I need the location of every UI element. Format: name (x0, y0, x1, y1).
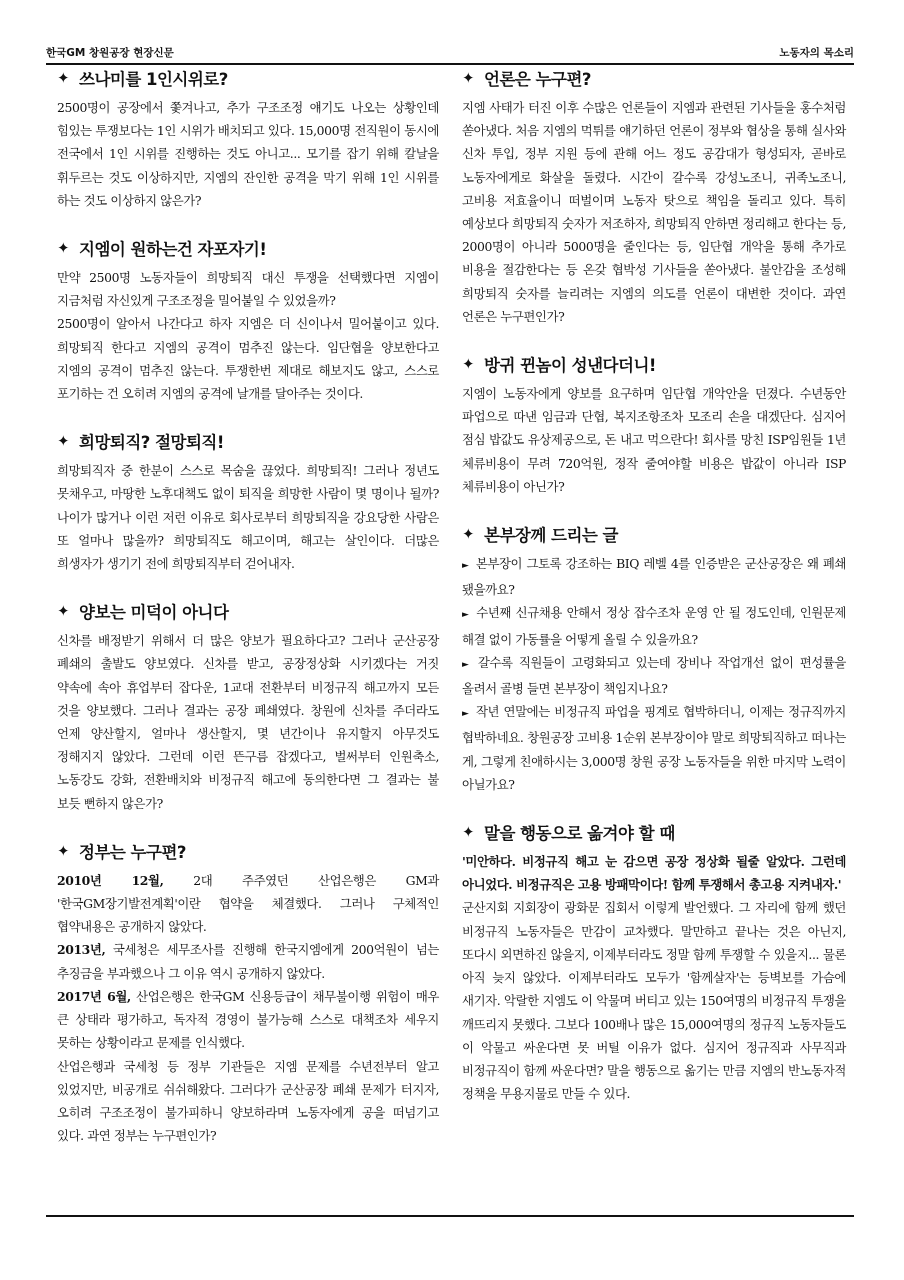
article-paragraph: 지엠 사태가 터진 이후 수많은 언론들이 지엠과 관련된 기사들을 홍수처럼 쏟아냈다. 처음 지엠의 먹튀를 얘기하던 언론이 정부와 협상을 통해 실사와 신차 투입, 정부 지원 등에 관해 어느 정도 공감대가 형성되자, 곧바로 노동자에게로 화살을 돌렸다. 시간이 갈수록 강성노조니, 귀족노조니, 고비용 저효율이니 떠벌이며 노동자 탓으로 책임을 돌리고 있다. 특히 예상보다 희망퇴직 숫자가 저조하자, 희망퇴직 안하면 정리해고 한다는 등, 2000명이 아니라 5000명을 줄인다는 등, 임단협 개악을 통해 추가로 비용을 절감한다는 등 온갖 협박성 기사들을 쏟아냈다. 불안감을 조성해 희망퇴직 숫자를 늘리려는 지엠의 의도를 언론이 대변한 것이다. 과연 언론은 누구편인가? (462, 100, 846, 324)
article-fart (462, 352, 846, 498)
star-icon: ✦ (57, 239, 70, 258)
article-concession (57, 599, 439, 815)
article-title: ✦ 본부장께 드리는 글 (462, 525, 619, 546)
star-icon: ✦ (462, 355, 475, 374)
article-title: ✦ 양보는 미덕이 아니다 (57, 602, 229, 623)
star-icon: ✦ (462, 525, 475, 544)
star-icon: ✦ (462, 823, 475, 842)
star-icon: ✦ (462, 69, 475, 87)
star-icon: ✦ (57, 602, 70, 621)
article-paragraph: 만약 2500명 노동자들이 희망퇴직 대신 투쟁을 선택했다면 지엠이 지금처럼 자신있게 구조조정을 밀어붙일 수 있었을까? (57, 270, 439, 309)
star-icon: ✦ (57, 432, 70, 451)
article-title: ✦ 언론은 누구편? (462, 69, 591, 89)
newspaper-name: 한국GM 창원공장 현장신문 (46, 47, 174, 59)
article-paragraph: 2013년, 국세청은 세무조사를 진행해 한국지엠에게 200억원이 넘는 추징금을 부과했으나 그 이유 역시 공개하지 않았다. (57, 942, 439, 981)
article-paragraph: 산업은행과 국세청 등 정부 기관들은 지엠 문제를 수년전부터 알고 있었지만, 비공개로 쉬쉬해왔다. 그러다가 군산공장 폐쇄 문제가 터지자, 오히려 구조조정이 불가피하니 양보하라며 노동자에게 공을 떠넘기고 있다. 과연 정부는 누구편인가? (57, 1058, 439, 1144)
article-letter (462, 522, 846, 796)
article-paragraph: 2500명이 공장에서 쫓겨나고, 추가 구조조정 얘기도 나오는 상황인데 힘있는 투쟁보다는 1인 시위가 배치되고 있다. 15,000명 전직원이 동시에 전국에서 1인 시위를 진행하는 것도 아니고... 모기를 잡기 위해 칼날을 휘두르는 것도 이상하지만, 지엠의 잔인한 공격을 막기 위해 1인 시위를 하는 것도 이상하지 않은가? (57, 100, 439, 208)
date-label: 2010년 12월, (57, 872, 164, 888)
article-paragraph: 희망퇴직자 중 한분이 스스로 목숨을 끊었다. 희망퇴직! 그러나 정년도 못채우고, 마땅한 노후대책도 없이 퇴직을 희망한 사람이 몇 명이나 될까? 나이가 많거나 이런 저런 이유로 회사로부터 희망퇴직을 강요당한 사람은 또 얼마나 많을까? 희망퇴직도 해고이며, 해고는 살인이다. 더많은 희생자가 생기기 전에 희망퇴직부터 걷어내자. (57, 463, 439, 572)
bullet-paragraph: ► 작년 연말에는 비정규직 파업을 핑계로 협박하더니, 이제는 정규직까지 협박하네요. 창원공장 고비용 1순위 본부장이야 말로 희망퇴직하고 떠나는 게, 그렇게 친애하시는 3,000명 창원 공장 노동자들을 위한 마지막 노력이 아닐가요? (462, 704, 846, 792)
section-name: 노동자의 목소리 (779, 47, 854, 59)
bullet-paragraph: ► 갈수록 직원들이 고령화되고 있는데 장비나 작업개선 없이 편성률을 올려서 골병 들면 본부장이 책임지나요? (462, 654, 846, 697)
article-title: ✦ 희망퇴직? 절망퇴직! (57, 432, 224, 453)
article-media (462, 66, 846, 328)
page-header (46, 40, 854, 65)
arrow-icon: ► (462, 561, 469, 572)
article-paragraph: 신차를 배정받기 위해서 더 많은 양보가 필요하다고? 그러나 군산공장 폐쇄의 출발도 양보였다. 신차를 받고, 공장정상화 시키겠다는 거짓 약속에 속아 휴업부터 잡다운, 1교대 전환부터 비정규직 해고까지 모든 것을 양보했다. 그러나 결과는 공장 폐쇄였다. 창원에 신차를 주더라도 언제 양산할지, 얼마나 생산할지, 몇 년간이나 유지할지 아무것도 정해지지 않았다. 그런데 이런 뜬구름 잡겠다고, 벌써부터 인원축소, 노동강도 강화, 전환배치와 비정규직 해고에 동의한다면 그 결과는 불 보듯 뻔하지 않은가? (57, 633, 439, 811)
article-paragraph: 2010년 12월, 2대 주주였던 산업은행은 GM과 '한국GM장기발전계획'이란 협약을 체결했다. 그러나 구체적인 협약내용은 공개하지 않았다. (57, 872, 439, 935)
article-title: ✦ 쓰나미를 1인시위로? (57, 69, 228, 89)
arrow-icon: ► (462, 610, 469, 621)
quote-text: '미안하다. 비정규직 해고 눈 감으면 공장 정상화 될줄 알았다. 그런데 아니었다. 비정규직은 고용 방패막이다! 함께 투쟁해서 총고용 지켜내자.' (462, 854, 846, 893)
article-title: ✦ 지엠이 원하는건 자포자기! (57, 239, 267, 260)
article-tsunami (57, 66, 439, 212)
right-column (462, 66, 846, 1129)
article-title: ✦ 말을 행동으로 옮겨야 할 때 (462, 823, 675, 844)
article-paragraph: 군산지회 지회장이 광화문 집회서 이렇게 발언했다. 그 자리에 함께 했던 비정규직 노동자들은 만감이 교차했다. 말만하고 끝나는 것은 아닌지, 또다시 외면하진 않을지, 이제부터라도 정말 함께 투쟁할 수 있을지... 물론 아직 늦지 않았다. 이제부터라도 모두가 '함께살자'는 등벽보를 가슴에 새기자. 악랄한 지엠도 이 악물며 버티고 있는 150여명의 비정규직 투쟁을 깨뜨리지 못했다. 그보다 100배나 많은 15,000여명의 정규직 노동자들도 이 악물고 싸운다면 못 버틸 이유가 없다. 심지어 정규직과 사무직과 비정규직이 함께 싸운다면? 말을 행동으로 옮기는 만큼 지엠의 반노동자적 정책을 무용지물로 만들 수 있다. (462, 900, 846, 1102)
article-paragraph: 지엠이 노동자에게 양보를 요구하며 임단협 개악안을 던졌다. 수년동안 파업으로 따낸 임금과 단협, 복지조항조차 모조리 손을 대겠단다. 심지어 점심 밥값도 유상제공으로, 돈 내고 먹으란다! 회사를 망친 ISP임원들 1년 체류비용이 무려 720억원, 정작 줄여야할 비용은 밥값이 아니라 ISP 체류비용이 아닌가? (462, 386, 846, 494)
bullet-paragraph: ► 본부장이 그토록 강조하는 BIQ 레벨 4를 인증받은 군산공장은 왜 폐쇄 됐을까요? (462, 556, 846, 598)
bullet-paragraph: ► 수년째 신규채용 안해서 정상 잡수조차 운영 안 될 정도인데, 인원문제 해결 없이 가동률을 어떻게 올릴 수 있을까요? (462, 605, 846, 647)
date-label: 2013년, (57, 942, 106, 958)
article-hope-retirement (57, 429, 439, 575)
arrow-icon: ► (462, 659, 469, 670)
arrow-icon: ► (462, 709, 469, 720)
star-icon: ✦ (57, 69, 70, 87)
article-title: ✦ 방귀 뀐놈이 성낸다더니! (462, 355, 656, 376)
footer-rule (46, 1215, 854, 1217)
article-despair (57, 236, 439, 405)
article-action (462, 820, 846, 1105)
article-government (57, 839, 439, 1147)
star-icon: ✦ (57, 841, 70, 860)
date-label: 2017년 6월, (57, 988, 131, 1004)
article-title: ✦ 정부는 누구편? (57, 841, 186, 862)
article-paragraph: 2017년 6월, 산업은행은 한국GM 신용등급이 채무불이행 위험이 매우 큰 상태라 평가하고, 독자적 경영이 불가능해 스스로 대책조차 세우지 못하는 상황이라고 문제를 인식했다. (57, 988, 439, 1051)
left-column (57, 66, 439, 1171)
article-paragraph: 2500명이 알아서 나간다고 하자 지엠은 더 신이나서 밀어붙이고 있다. 희망퇴직 한다고 지엠의 공격이 멈추진 않는다. 임단협을 양보한다고 지엠의 공격이 멈추진 않는다. 투쟁한번 제대로 해보지도 않고, 스스로 포기하는 건 오히려 지엠의 공격에 날개를 달아주는 것이다. (57, 316, 439, 402)
